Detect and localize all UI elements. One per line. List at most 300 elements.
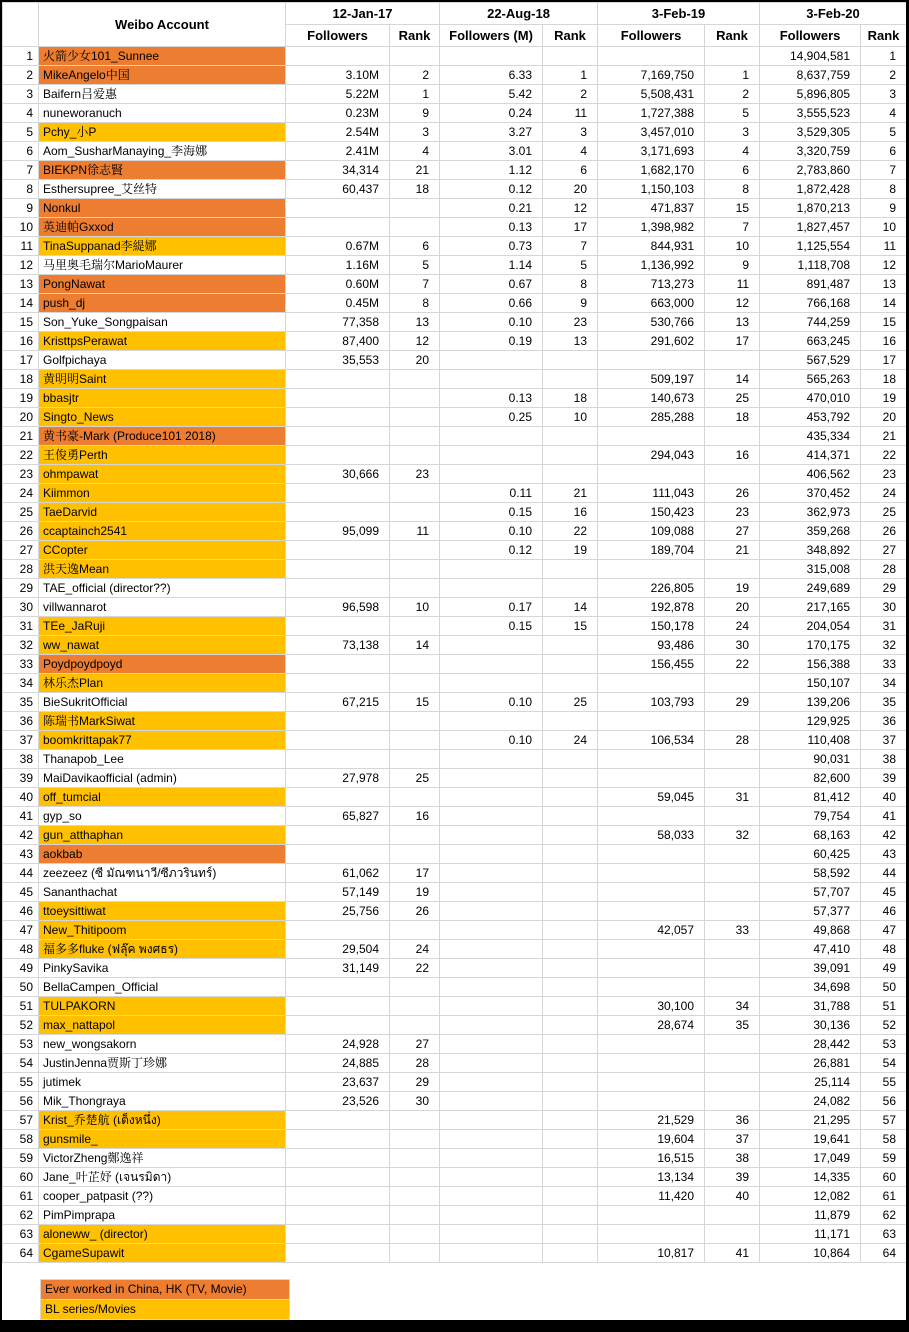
cell-followers-2018[interactable]	[440, 750, 543, 769]
cell-account-name[interactable]: Esthersupree_艾丝特	[39, 180, 286, 199]
cell-followers-2019[interactable]	[598, 560, 705, 579]
cell-account-name[interactable]: BieSukritOfficial	[39, 693, 286, 712]
cell-rank-2017[interactable]	[390, 845, 440, 864]
cell-followers-2019[interactable]: 58,033	[598, 826, 705, 845]
cell-followers-2019[interactable]	[598, 1035, 705, 1054]
cell-followers-2019[interactable]: 1,136,992	[598, 256, 705, 275]
cell-followers-2017[interactable]: 27,978	[286, 769, 390, 788]
cell-followers-2018[interactable]	[440, 560, 543, 579]
cell-followers-2017[interactable]: 0.23M	[286, 104, 390, 123]
cell-rank-2017[interactable]	[390, 750, 440, 769]
cell-followers-2017[interactable]	[286, 370, 390, 389]
cell-rank-2020[interactable]: 35	[861, 693, 907, 712]
cell-rank-2017[interactable]: 26	[390, 902, 440, 921]
cell-followers-2020[interactable]: 204,054	[760, 617, 861, 636]
cell-followers-2019[interactable]: 3,171,693	[598, 142, 705, 161]
cell-followers-2019[interactable]	[598, 883, 705, 902]
cell-rank-2020[interactable]: 47	[861, 921, 907, 940]
cell-followers-2017[interactable]	[286, 427, 390, 446]
cell-followers-2020[interactable]: 82,600	[760, 769, 861, 788]
cell-rank-2019[interactable]	[705, 1035, 760, 1054]
cell-followers-2020[interactable]: 79,754	[760, 807, 861, 826]
cell-account-name[interactable]: new_wongsakorn	[39, 1035, 286, 1054]
cell-row-number[interactable]: 55	[3, 1073, 39, 1092]
cell-followers-2017[interactable]: 2.54M	[286, 123, 390, 142]
cell-row-number[interactable]: 42	[3, 826, 39, 845]
cell-followers-2017[interactable]	[286, 541, 390, 560]
cell-followers-2017[interactable]	[286, 1168, 390, 1187]
cell-rank-2019[interactable]: 1	[705, 66, 760, 85]
cell-account-name[interactable]: Mik_Thongraya	[39, 1092, 286, 1111]
cell-rank-2019[interactable]: 18	[705, 408, 760, 427]
cell-followers-2017[interactable]	[286, 579, 390, 598]
cell-followers-2020[interactable]: 39,091	[760, 959, 861, 978]
cell-followers-2018[interactable]	[440, 1130, 543, 1149]
cell-account-name[interactable]: Singto_News	[39, 408, 286, 427]
cell-rank-2020[interactable]: 50	[861, 978, 907, 997]
cell-followers-2018[interactable]: 0.21	[440, 199, 543, 218]
cell-followers-2019[interactable]	[598, 940, 705, 959]
cell-followers-2019[interactable]: 59,045	[598, 788, 705, 807]
cell-followers-2018[interactable]: 6.33	[440, 66, 543, 85]
cell-followers-2020[interactable]: 81,412	[760, 788, 861, 807]
cell-followers-2017[interactable]	[286, 1206, 390, 1225]
cell-followers-2018[interactable]	[440, 655, 543, 674]
cell-followers-2019[interactable]: 103,793	[598, 693, 705, 712]
cell-followers-2020[interactable]: 565,263	[760, 370, 861, 389]
cell-row-number[interactable]: 44	[3, 864, 39, 883]
cell-followers-2018[interactable]	[440, 1244, 543, 1263]
cell-rank-2019[interactable]	[705, 864, 760, 883]
cell-rank-2018[interactable]	[543, 845, 598, 864]
cell-rank-2020[interactable]: 15	[861, 313, 907, 332]
cell-rank-2019[interactable]: 12	[705, 294, 760, 313]
legend-china-hk[interactable]: Ever worked in China, HK (TV, Movie)	[40, 1279, 290, 1300]
cell-rank-2017[interactable]	[390, 389, 440, 408]
cell-row-number[interactable]: 62	[3, 1206, 39, 1225]
cell-account-name[interactable]: 林乐杰Plan	[39, 674, 286, 693]
cell-row-number[interactable]: 58	[3, 1130, 39, 1149]
cell-rank-2020[interactable]: 23	[861, 465, 907, 484]
cell-rank-2019[interactable]: 29	[705, 693, 760, 712]
cell-followers-2019[interactable]: 3,457,010	[598, 123, 705, 142]
cell-followers-2017[interactable]	[286, 1149, 390, 1168]
cell-followers-2018[interactable]: 0.25	[440, 408, 543, 427]
cell-followers-2018[interactable]	[440, 47, 543, 66]
column-header-followers-2017[interactable]: Followers	[286, 25, 390, 47]
cell-followers-2019[interactable]: 1,682,170	[598, 161, 705, 180]
cell-followers-2017[interactable]: 23,526	[286, 1092, 390, 1111]
cell-followers-2018[interactable]: 0.11	[440, 484, 543, 503]
cell-followers-2017[interactable]	[286, 484, 390, 503]
cell-rank-2017[interactable]: 9	[390, 104, 440, 123]
cell-followers-2020[interactable]: 31,788	[760, 997, 861, 1016]
cell-rank-2019[interactable]: 10	[705, 237, 760, 256]
column-header-rank-2019[interactable]: Rank	[705, 25, 760, 47]
cell-followers-2018[interactable]	[440, 712, 543, 731]
cell-rank-2018[interactable]: 21	[543, 484, 598, 503]
cell-followers-2020[interactable]: 453,792	[760, 408, 861, 427]
cell-account-name[interactable]: PimPimprapa	[39, 1206, 286, 1225]
cell-rank-2017[interactable]: 20	[390, 351, 440, 370]
cell-rank-2017[interactable]	[390, 1206, 440, 1225]
cell-followers-2020[interactable]: 10,864	[760, 1244, 861, 1263]
cell-account-name[interactable]: nuneworanuch	[39, 104, 286, 123]
cell-row-number[interactable]: 30	[3, 598, 39, 617]
cell-followers-2017[interactable]: 34,314	[286, 161, 390, 180]
cell-rank-2018[interactable]	[543, 1016, 598, 1035]
cell-followers-2019[interactable]: 16,515	[598, 1149, 705, 1168]
cell-followers-2018[interactable]	[440, 1054, 543, 1073]
cell-followers-2019[interactable]	[598, 351, 705, 370]
cell-row-number[interactable]: 11	[3, 237, 39, 256]
cell-followers-2017[interactable]	[286, 788, 390, 807]
cell-account-name[interactable]: 洪天逸Mean	[39, 560, 286, 579]
cell-followers-2019[interactable]: 28,674	[598, 1016, 705, 1035]
cell-followers-2018[interactable]	[440, 1035, 543, 1054]
cell-account-name[interactable]: Sananthachat	[39, 883, 286, 902]
cell-rank-2018[interactable]	[543, 446, 598, 465]
cell-followers-2017[interactable]: 61,062	[286, 864, 390, 883]
cell-followers-2018[interactable]: 0.15	[440, 503, 543, 522]
cell-rank-2019[interactable]: 26	[705, 484, 760, 503]
cell-rank-2018[interactable]: 5	[543, 256, 598, 275]
cell-rank-2018[interactable]: 14	[543, 598, 598, 617]
cell-rank-2020[interactable]: 25	[861, 503, 907, 522]
cell-followers-2019[interactable]: 150,178	[598, 617, 705, 636]
cell-followers-2017[interactable]	[286, 921, 390, 940]
cell-rank-2018[interactable]: 20	[543, 180, 598, 199]
cell-rank-2020[interactable]: 53	[861, 1035, 907, 1054]
cell-rank-2017[interactable]	[390, 199, 440, 218]
cell-account-name[interactable]: Son_Yuke_Songpaisan	[39, 313, 286, 332]
date-header-2018[interactable]: 22-Aug-18	[440, 3, 598, 25]
cell-followers-2020[interactable]: 370,452	[760, 484, 861, 503]
cell-followers-2020[interactable]: 58,592	[760, 864, 861, 883]
cell-row-number[interactable]: 3	[3, 85, 39, 104]
cell-rank-2017[interactable]: 28	[390, 1054, 440, 1073]
cell-rank-2018[interactable]: 3	[543, 123, 598, 142]
cell-followers-2020[interactable]: 14,904,581	[760, 47, 861, 66]
cell-rank-2017[interactable]	[390, 731, 440, 750]
cell-rank-2017[interactable]: 4	[390, 142, 440, 161]
cell-rank-2017[interactable]: 25	[390, 769, 440, 788]
cell-followers-2019[interactable]	[598, 674, 705, 693]
cell-rank-2017[interactable]	[390, 408, 440, 427]
cell-rank-2018[interactable]	[543, 1035, 598, 1054]
cell-followers-2018[interactable]: 0.10	[440, 522, 543, 541]
cell-followers-2018[interactable]: 0.12	[440, 541, 543, 560]
cell-row-number[interactable]: 61	[3, 1187, 39, 1206]
cell-followers-2018[interactable]	[440, 1092, 543, 1111]
cell-followers-2019[interactable]	[598, 712, 705, 731]
column-header-account[interactable]: Weibo Account	[39, 3, 286, 47]
cell-rank-2017[interactable]	[390, 655, 440, 674]
cell-rank-2018[interactable]	[543, 1168, 598, 1187]
cell-rank-2019[interactable]	[705, 883, 760, 902]
cell-rank-2018[interactable]	[543, 712, 598, 731]
cell-rank-2017[interactable]	[390, 1187, 440, 1206]
cell-row-number[interactable]: 8	[3, 180, 39, 199]
cell-rank-2020[interactable]: 8	[861, 180, 907, 199]
cell-followers-2020[interactable]: 11,171	[760, 1225, 861, 1244]
cell-account-name[interactable]: VictorZheng鄭逸祥	[39, 1149, 286, 1168]
cell-rank-2017[interactable]: 18	[390, 180, 440, 199]
cell-rank-2020[interactable]: 19	[861, 389, 907, 408]
cell-rank-2018[interactable]	[543, 1187, 598, 1206]
cell-account-name[interactable]: gunsmile_	[39, 1130, 286, 1149]
cell-row-number[interactable]: 28	[3, 560, 39, 579]
cell-followers-2019[interactable]	[598, 807, 705, 826]
cell-row-number[interactable]: 6	[3, 142, 39, 161]
cell-row-number[interactable]: 26	[3, 522, 39, 541]
cell-rank-2020[interactable]: 33	[861, 655, 907, 674]
cell-row-number[interactable]: 2	[3, 66, 39, 85]
cell-row-number[interactable]: 9	[3, 199, 39, 218]
cell-rank-2017[interactable]: 7	[390, 275, 440, 294]
cell-row-number[interactable]: 7	[3, 161, 39, 180]
cell-followers-2018[interactable]: 0.66	[440, 294, 543, 313]
cell-followers-2020[interactable]: 12,082	[760, 1187, 861, 1206]
cell-followers-2018[interactable]	[440, 1073, 543, 1092]
cell-rank-2019[interactable]: 7	[705, 218, 760, 237]
cell-rank-2019[interactable]	[705, 1073, 760, 1092]
cell-followers-2018[interactable]	[440, 1225, 543, 1244]
cell-followers-2020[interactable]: 3,529,305	[760, 123, 861, 142]
cell-rank-2018[interactable]: 9	[543, 294, 598, 313]
cell-rank-2019[interactable]: 39	[705, 1168, 760, 1187]
cell-rank-2018[interactable]	[543, 940, 598, 959]
cell-followers-2020[interactable]: 414,371	[760, 446, 861, 465]
cell-followers-2020[interactable]: 315,008	[760, 560, 861, 579]
cell-followers-2020[interactable]: 1,125,554	[760, 237, 861, 256]
cell-row-number[interactable]: 20	[3, 408, 39, 427]
cell-rank-2018[interactable]	[543, 978, 598, 997]
cell-rank-2017[interactable]: 24	[390, 940, 440, 959]
cell-account-name[interactable]: push_dj	[39, 294, 286, 313]
cell-account-name[interactable]: ohmpawat	[39, 465, 286, 484]
cell-account-name[interactable]: TULPAKORN	[39, 997, 286, 1016]
cell-rank-2020[interactable]: 16	[861, 332, 907, 351]
cell-followers-2019[interactable]	[598, 1206, 705, 1225]
cell-rank-2017[interactable]	[390, 579, 440, 598]
cell-rank-2020[interactable]: 55	[861, 1073, 907, 1092]
cell-followers-2017[interactable]: 95,099	[286, 522, 390, 541]
cell-rank-2019[interactable]: 22	[705, 655, 760, 674]
cell-rank-2018[interactable]: 11	[543, 104, 598, 123]
cell-followers-2020[interactable]: 435,334	[760, 427, 861, 446]
cell-rank-2018[interactable]: 8	[543, 275, 598, 294]
cell-followers-2018[interactable]	[440, 579, 543, 598]
cell-account-name[interactable]: BIEKPN徐志賢	[39, 161, 286, 180]
cell-row-number[interactable]: 50	[3, 978, 39, 997]
cell-rank-2020[interactable]: 48	[861, 940, 907, 959]
cell-followers-2018[interactable]: 0.13	[440, 218, 543, 237]
cell-followers-2018[interactable]	[440, 636, 543, 655]
cell-followers-2017[interactable]: 87,400	[286, 332, 390, 351]
cell-followers-2019[interactable]: 844,931	[598, 237, 705, 256]
cell-row-number[interactable]: 51	[3, 997, 39, 1016]
cell-rank-2020[interactable]: 58	[861, 1130, 907, 1149]
cell-followers-2017[interactable]: 73,138	[286, 636, 390, 655]
cell-followers-2017[interactable]	[286, 1244, 390, 1263]
cell-row-number[interactable]: 63	[3, 1225, 39, 1244]
cell-followers-2020[interactable]: 2,783,860	[760, 161, 861, 180]
cell-followers-2019[interactable]	[598, 1225, 705, 1244]
cell-followers-2019[interactable]	[598, 427, 705, 446]
cell-followers-2020[interactable]: 567,529	[760, 351, 861, 370]
cell-followers-2018[interactable]	[440, 902, 543, 921]
cell-followers-2018[interactable]	[440, 864, 543, 883]
cell-followers-2017[interactable]	[286, 712, 390, 731]
cell-followers-2018[interactable]	[440, 1016, 543, 1035]
cell-followers-2017[interactable]: 0.67M	[286, 237, 390, 256]
cell-rank-2020[interactable]: 32	[861, 636, 907, 655]
cell-row-number[interactable]: 46	[3, 902, 39, 921]
cell-account-name[interactable]: CgameSupawit	[39, 1244, 286, 1263]
cell-account-name[interactable]: Krist_乔楚航 (เต็งหนึ่ง)	[39, 1111, 286, 1130]
cell-followers-2020[interactable]: 21,295	[760, 1111, 861, 1130]
column-header-followers-2019[interactable]: Followers	[598, 25, 705, 47]
cell-followers-2019[interactable]	[598, 769, 705, 788]
cell-followers-2018[interactable]	[440, 978, 543, 997]
cell-followers-2017[interactable]	[286, 1130, 390, 1149]
cell-followers-2018[interactable]	[440, 1187, 543, 1206]
cell-rank-2017[interactable]: 29	[390, 1073, 440, 1092]
cell-row-number[interactable]: 19	[3, 389, 39, 408]
cell-followers-2020[interactable]: 156,388	[760, 655, 861, 674]
cell-rank-2020[interactable]: 9	[861, 199, 907, 218]
cell-row-number[interactable]: 18	[3, 370, 39, 389]
cell-rank-2019[interactable]	[705, 427, 760, 446]
cell-rank-2018[interactable]: 10	[543, 408, 598, 427]
cell-account-name[interactable]: New_Thitipoom	[39, 921, 286, 940]
cell-followers-2020[interactable]: 24,082	[760, 1092, 861, 1111]
cell-account-name[interactable]: zeezeez (ซี มัณฑนาวี/ซีภวรินทร์)	[39, 864, 286, 883]
cell-rank-2020[interactable]: 51	[861, 997, 907, 1016]
cell-followers-2020[interactable]: 11,879	[760, 1206, 861, 1225]
cell-rank-2017[interactable]	[390, 1149, 440, 1168]
cell-rank-2018[interactable]: 24	[543, 731, 598, 750]
cell-row-number[interactable]: 1	[3, 47, 39, 66]
cell-rank-2018[interactable]	[543, 883, 598, 902]
cell-rank-2020[interactable]: 52	[861, 1016, 907, 1035]
cell-followers-2020[interactable]: 25,114	[760, 1073, 861, 1092]
cell-rank-2020[interactable]: 10	[861, 218, 907, 237]
cell-row-number[interactable]: 22	[3, 446, 39, 465]
cell-followers-2020[interactable]: 68,163	[760, 826, 861, 845]
cell-rank-2020[interactable]: 61	[861, 1187, 907, 1206]
cell-row-number[interactable]: 45	[3, 883, 39, 902]
cell-rank-2017[interactable]	[390, 826, 440, 845]
cell-rank-2020[interactable]: 26	[861, 522, 907, 541]
cell-rank-2017[interactable]: 30	[390, 1092, 440, 1111]
cell-followers-2020[interactable]: 47,410	[760, 940, 861, 959]
cell-row-number[interactable]: 34	[3, 674, 39, 693]
cell-followers-2017[interactable]: 5.22M	[286, 85, 390, 104]
cell-followers-2018[interactable]	[440, 769, 543, 788]
cell-rank-2018[interactable]	[543, 465, 598, 484]
cell-followers-2020[interactable]: 348,892	[760, 541, 861, 560]
cell-followers-2019[interactable]	[598, 750, 705, 769]
cell-followers-2020[interactable]: 217,165	[760, 598, 861, 617]
cell-followers-2019[interactable]: 1,398,982	[598, 218, 705, 237]
cell-followers-2017[interactable]: 0.45M	[286, 294, 390, 313]
cell-followers-2018[interactable]: 0.73	[440, 237, 543, 256]
cell-followers-2018[interactable]: 3.27	[440, 123, 543, 142]
cell-followers-2019[interactable]: 291,602	[598, 332, 705, 351]
cell-account-name[interactable]: PinkySavika	[39, 959, 286, 978]
cell-followers-2019[interactable]: 111,043	[598, 484, 705, 503]
cell-rank-2020[interactable]: 30	[861, 598, 907, 617]
cell-followers-2017[interactable]	[286, 389, 390, 408]
cell-rank-2017[interactable]	[390, 446, 440, 465]
cell-followers-2019[interactable]: 156,455	[598, 655, 705, 674]
cell-rank-2017[interactable]: 3	[390, 123, 440, 142]
cell-account-name[interactable]: max_nattapol	[39, 1016, 286, 1035]
cell-followers-2017[interactable]: 96,598	[286, 598, 390, 617]
cell-rank-2019[interactable]: 33	[705, 921, 760, 940]
cell-followers-2017[interactable]: 57,149	[286, 883, 390, 902]
cell-rank-2019[interactable]: 19	[705, 579, 760, 598]
cell-followers-2017[interactable]: 3.10M	[286, 66, 390, 85]
cell-rank-2018[interactable]: 1	[543, 66, 598, 85]
cell-row-number[interactable]: 29	[3, 579, 39, 598]
cell-followers-2018[interactable]	[440, 959, 543, 978]
cell-followers-2018[interactable]	[440, 351, 543, 370]
cell-rank-2017[interactable]: 1	[390, 85, 440, 104]
cell-rank-2020[interactable]: 45	[861, 883, 907, 902]
cell-row-number[interactable]: 53	[3, 1035, 39, 1054]
cell-rank-2019[interactable]	[705, 845, 760, 864]
cell-rank-2020[interactable]: 42	[861, 826, 907, 845]
cell-rank-2019[interactable]: 20	[705, 598, 760, 617]
cell-rank-2018[interactable]: 2	[543, 85, 598, 104]
cell-rank-2017[interactable]: 21	[390, 161, 440, 180]
cell-rank-2020[interactable]: 21	[861, 427, 907, 446]
cell-rank-2020[interactable]: 60	[861, 1168, 907, 1187]
cell-account-name[interactable]: 陈瑞书MarkSiwat	[39, 712, 286, 731]
cell-rank-2019[interactable]: 35	[705, 1016, 760, 1035]
cell-rank-2017[interactable]	[390, 427, 440, 446]
cell-followers-2017[interactable]	[286, 47, 390, 66]
cell-rank-2019[interactable]: 21	[705, 541, 760, 560]
cell-followers-2020[interactable]: 30,136	[760, 1016, 861, 1035]
cell-followers-2019[interactable]: 106,534	[598, 731, 705, 750]
cell-followers-2017[interactable]: 0.60M	[286, 275, 390, 294]
cell-followers-2018[interactable]: 0.12	[440, 180, 543, 199]
cell-followers-2020[interactable]: 766,168	[760, 294, 861, 313]
cell-followers-2017[interactable]	[286, 731, 390, 750]
cell-followers-2017[interactable]: 60,437	[286, 180, 390, 199]
cell-rank-2018[interactable]	[543, 997, 598, 1016]
cell-rank-2018[interactable]: 23	[543, 313, 598, 332]
cell-followers-2018[interactable]: 0.67	[440, 275, 543, 294]
cell-row-number[interactable]: 14	[3, 294, 39, 313]
cell-account-name[interactable]: Poydpoydpoyd	[39, 655, 286, 674]
cell-rank-2018[interactable]: 25	[543, 693, 598, 712]
cell-account-name[interactable]: TAE_official (director??)	[39, 579, 286, 598]
cell-rank-2018[interactable]: 13	[543, 332, 598, 351]
cell-rank-2020[interactable]: 28	[861, 560, 907, 579]
cell-row-number[interactable]: 36	[3, 712, 39, 731]
cell-account-name[interactable]: aokbab	[39, 845, 286, 864]
cell-followers-2018[interactable]: 5.42	[440, 85, 543, 104]
cell-rank-2019[interactable]	[705, 1206, 760, 1225]
cell-rank-2019[interactable]: 28	[705, 731, 760, 750]
cell-rank-2017[interactable]	[390, 503, 440, 522]
cell-account-name[interactable]: CCopter	[39, 541, 286, 560]
